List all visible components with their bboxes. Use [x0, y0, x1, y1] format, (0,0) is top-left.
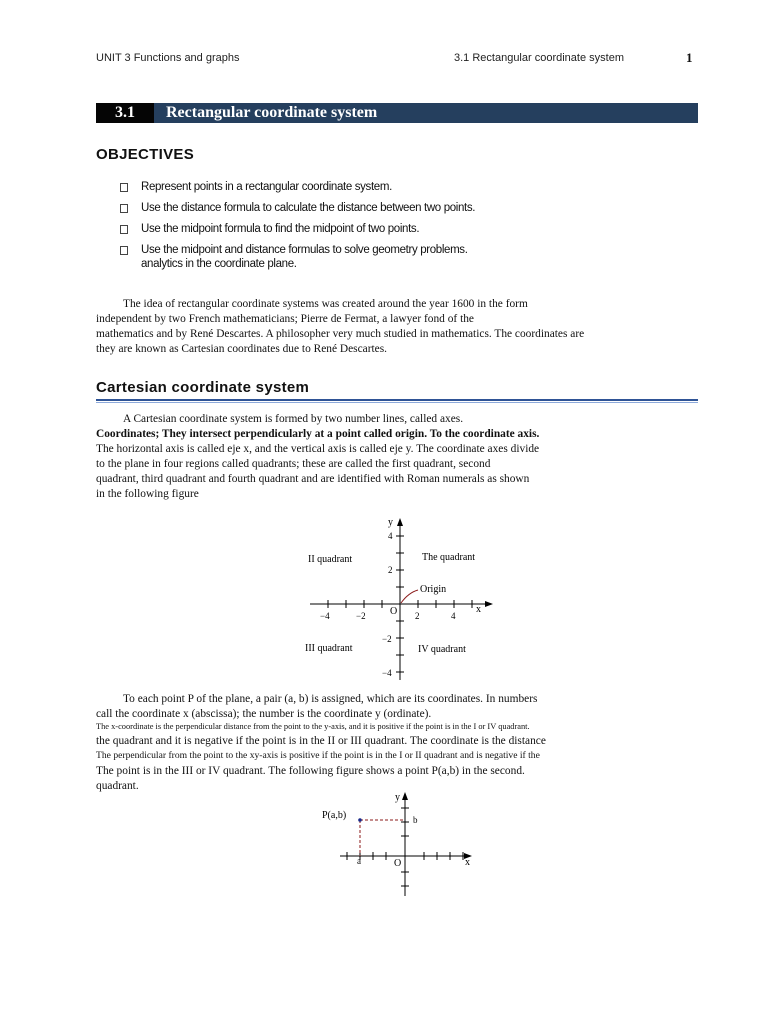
- quadrant-4-label: IV quadrant: [418, 644, 466, 655]
- coordinates-paragraph: To each point P of the plane, a pair (a, b) is assigned, which are its coordinates. In numbers call the coordinate x (abscissa); the number is the coordinate y (ordinate). The x-coordinate is the perpendicular distance from the point to the y-axis, and it is positive if the point is in the I or IV quadrant. the quadrant and it is negative if the point is in the II or III quadrant. The coordinate is the distance The perpendicular from the point to the xy-axis is positive if the point is in the I or II quadrant and is negative if the The point is in the III or IV quadrant. The following figure shows a point P(a,b) in the second. quadrant.: [96, 693, 546, 792]
- quadrant-3-label: III quadrant: [305, 643, 353, 654]
- b-label: b: [413, 815, 418, 825]
- quadrant-2-label: II quadrant: [308, 554, 353, 565]
- origin-note: Origin: [420, 584, 447, 595]
- checkbox-icon: [120, 225, 128, 234]
- checkbox-icon: [120, 246, 128, 255]
- objective-item: Use the midpoint formula to find the midpoint of two points.: [118, 222, 638, 236]
- running-header-left: UNIT 3 Functions and graphs: [96, 52, 240, 64]
- point-label: P(a,b): [322, 810, 347, 821]
- section-number: 3.1: [96, 103, 154, 123]
- section-banner: [96, 103, 698, 123]
- origin-label: O: [390, 606, 398, 617]
- cartesian-heading: Cartesian coordinate system: [96, 379, 310, 396]
- point-figure: [318, 788, 484, 900]
- x-tick-label: 2: [415, 611, 420, 621]
- running-header-center: 3.1 Rectangular coordinate system: [454, 52, 624, 64]
- origin-label: O: [394, 858, 402, 869]
- y-axis-label: y: [388, 517, 393, 528]
- page-number: 1: [686, 50, 693, 65]
- origin-pointer: [401, 590, 418, 603]
- x-axis-label: x: [476, 604, 481, 615]
- x-axis-arrow-icon: [485, 601, 493, 607]
- checkbox-icon: [120, 183, 128, 192]
- a-label: a: [357, 856, 361, 866]
- y-tick-label: 4: [388, 531, 393, 541]
- point-p: [358, 818, 362, 822]
- y-tick-label: −4: [382, 668, 392, 678]
- y-tick-label: 2: [388, 565, 393, 575]
- objective-item: Use the distance formula to calculate the distance between two points.: [118, 201, 638, 215]
- y-tick-label: −2: [382, 634, 392, 644]
- x-tick-label: −4: [320, 611, 330, 621]
- intro-paragraph: The idea of rectangular coordinate systems was created around the year 1600 in the form independent by two French mathematicians; Pierre de Fermat, a lawyer fond of the mathematics and by René Descartes. A philosopher very much studied in mathematics. The coordinates are they are known as Cartesian coordinates due to René Descartes.: [96, 298, 585, 355]
- heading-rule: [96, 399, 698, 401]
- objectives-list: [118, 180, 638, 278]
- objective-item: Use the midpoint and distance formulas to solve geometry problems. analytics in the coordinate plane.: [118, 243, 638, 271]
- x-tick-label: −2: [356, 611, 366, 621]
- y-axis-label: y: [395, 792, 400, 803]
- quadrant-figure: [290, 512, 510, 684]
- cartesian-paragraph: A Cartesian coordinate system is formed by two number lines, called axes. Coordinates; They intersect perpendicularly at a point called origin. To the coordinate axis. The horizontal axis is called eje x, and the vertical axis is called eje y. The coordinate axes divide to the plane in four regions called quadrants; these are called the first quadrant, second quadrant, third quadrant and fourth quadrant and are identified with Roman numerals as shown in the following figure: [96, 413, 540, 500]
- x-axis-label: x: [465, 857, 470, 868]
- heading-rule-light: [96, 402, 698, 403]
- section-title: Rectangular coordinate system: [166, 104, 378, 121]
- y-axis-arrow-icon: [402, 792, 408, 800]
- x-tick-label: 4: [451, 611, 456, 621]
- objectives-heading: OBJECTIVES: [96, 146, 195, 163]
- quadrant-1-label: The quadrant: [422, 552, 476, 563]
- checkbox-icon: [120, 204, 128, 213]
- objective-item: Represent points in a rectangular coordinate system.: [118, 180, 638, 194]
- y-axis-arrow-icon: [397, 518, 403, 526]
